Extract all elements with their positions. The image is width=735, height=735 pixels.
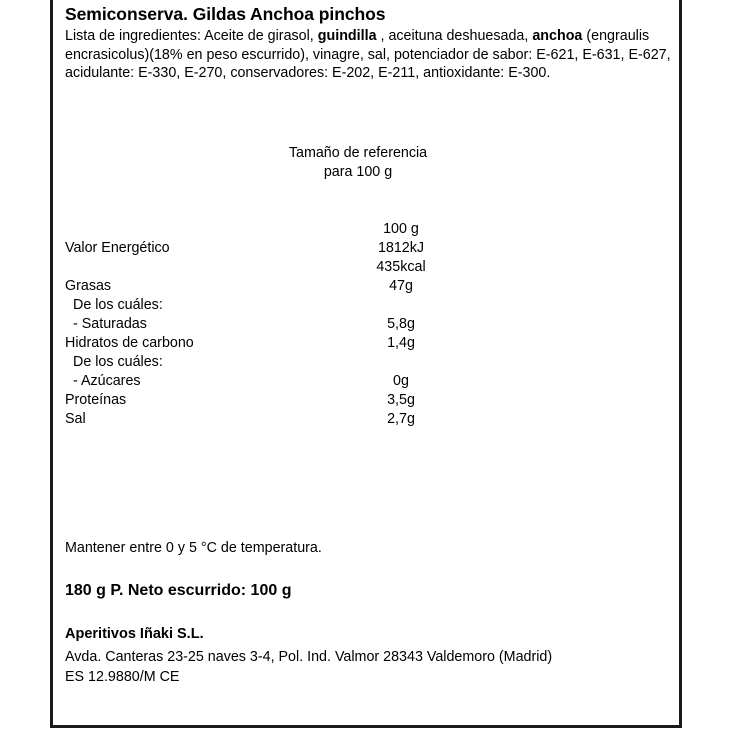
table-row: De los cuáles: bbox=[73, 354, 163, 370]
value-carbohydrate: 1,4g bbox=[387, 335, 415, 351]
net-weight-text: 180 g P. Neto escurrido: 100 g bbox=[65, 582, 292, 599]
nutrition-value-column bbox=[336, 144, 466, 429]
page-title: Semiconserva. Gildas Anchoa pinchos bbox=[65, 4, 386, 24]
ingredients-mid: , aceituna deshuesada, bbox=[376, 28, 533, 44]
table-row: Proteínas bbox=[65, 392, 127, 408]
ingredient-highlight-guindilla: guindilla bbox=[317, 28, 377, 44]
spacer-row bbox=[65, 220, 335, 239]
table-row: Sal bbox=[65, 411, 86, 427]
ingredients-prefix: Lista de ingredientes: Aceite de girasol, bbox=[65, 28, 318, 44]
spacer-row bbox=[65, 201, 335, 220]
value-energy-kj: 1812kJ bbox=[377, 240, 425, 256]
reference-size-line-2: para 100 g bbox=[323, 164, 393, 180]
spacer-row bbox=[65, 144, 335, 163]
ingredient-highlight-anchoa: anchoa bbox=[532, 28, 583, 44]
ingredients-rest: (engraulis encrasicolus)(18% en peso escurrido), vinagre, sal, potenciador de sabor: E-621, E-631, E-627, acidulante: E-330, E-270, conservadores: E-202, E-211, antioxidante: E-300. bbox=[65, 28, 671, 82]
nutrition-label-column bbox=[65, 144, 335, 429]
spacer-row bbox=[65, 163, 335, 182]
ingredients-paragraph bbox=[65, 27, 673, 83]
spacer-row bbox=[65, 258, 335, 277]
table-row: - Azúcares bbox=[73, 373, 141, 389]
label-content bbox=[53, 0, 679, 725]
reference-size-line-1: Tamaño de referencia bbox=[288, 145, 428, 161]
company-name: Aperitivos Iñaki S.L. bbox=[65, 626, 204, 642]
value-energy-kcal: 435kcal bbox=[376, 259, 426, 275]
health-mark-line: ES 12.9880/M CE bbox=[65, 669, 180, 685]
value-sugars: 0g bbox=[393, 373, 409, 389]
value-saturates: 5,8g bbox=[387, 316, 415, 332]
value-column-amount: 100 g bbox=[383, 221, 419, 237]
company-address bbox=[65, 647, 552, 687]
table-row: De los cuáles: bbox=[73, 297, 163, 313]
value-protein: 3,5g bbox=[387, 392, 415, 408]
table-row: Hidratos de carbono bbox=[65, 335, 194, 351]
storage-instructions: Mantener entre 0 y 5 °C de temperatura. bbox=[65, 540, 322, 556]
table-row: Grasas bbox=[65, 278, 112, 294]
value-salt: 2,7g bbox=[387, 411, 415, 427]
value-fat: 47g bbox=[389, 278, 413, 294]
table-row: - Saturadas bbox=[73, 316, 147, 332]
table-row: Valor Energético bbox=[65, 240, 170, 256]
spacer-row bbox=[65, 182, 335, 201]
address-line-1: Avda. Canteras 23-25 naves 3-4, Pol. Ind. Valmor 28343 Valdemoro (Madrid) bbox=[65, 649, 553, 665]
nutrition-label-panel bbox=[50, 0, 682, 728]
